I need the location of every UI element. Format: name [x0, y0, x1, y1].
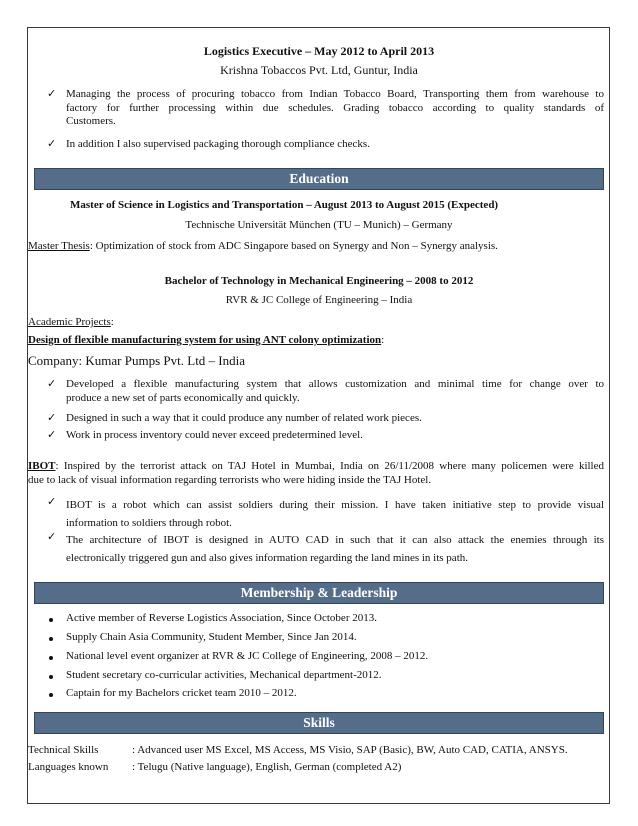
list-item: National level event organizer at RVR & JC College of Engineering, 2008 – 2012.	[66, 650, 429, 662]
list-item: IBOT is a robot which can assist soldiers during their mission. I have taken initiative step to provide visual information to soldiers through robot.	[66, 499, 604, 529]
list-item: Captain for my Bachelors cricket team 2010 – 2012.	[66, 687, 297, 699]
check-mark-icon: ✓	[47, 378, 57, 390]
check-mark-icon: ✓	[47, 429, 57, 441]
languages-value: : Telugu (Native language), English, German (completed A2)	[132, 761, 402, 773]
list-item: Supply Chain Asia Community, Student Member, Since Jan 2014.	[66, 631, 357, 643]
list-item: Managing the process of procuring tobacco from Indian Tobacco Board, Transporting them from warehouse to factory for further processing within due schedules. Grading tobacco according to quality standards of Customers.	[66, 88, 604, 127]
experience-title: Logistics Executive – May 2012 to April 2013	[203, 44, 435, 58]
masters-school: Technische Universität München (TU – Munich) – Germany	[185, 219, 453, 231]
check-mark-icon: ✓	[47, 412, 57, 424]
list-item: Student secretary co-curricular activities, Mechanical department-2012.	[66, 669, 382, 681]
bullet-dot-icon	[49, 693, 53, 697]
skills-heading: Skills	[34, 712, 604, 734]
technical-skills-value: : Advanced user MS Excel, MS Access, MS Visio, SAP (Basic), BW, Auto CAD, CATIA, ANSYS.	[132, 744, 568, 756]
bullet-dot-icon	[49, 675, 53, 679]
check-mark-icon: ✓	[47, 531, 57, 543]
ibot-description: IBOT: Inspired by the terrorist attack on TAJ Hotel in Mumbai, India on 26/11/2008 where many policemen were killed due to lack of visual information regarding terrorists who were hiding inside the TAJ Hotel.	[28, 460, 604, 486]
check-mark-icon: ✓	[47, 496, 57, 508]
check-mark-icon: ✓	[47, 88, 57, 100]
masters-title: Master of Science in Logistics and Transportation – August 2013 to August 2015 (Expected)	[70, 199, 499, 211]
bachelors-school: RVR & JC College of Engineering – India	[225, 294, 413, 306]
membership-heading: Membership & Leadership	[34, 582, 604, 604]
list-item: Developed a flexible manufacturing system that allows customization and minimal time for change over to produce a new set of parts economically and quickly.	[66, 378, 604, 404]
academic-projects-label: Academic Projects:	[28, 316, 114, 328]
bachelors-title: Bachelor of Technology in Mechanical Engineering – 2008 to 2012	[164, 275, 474, 287]
bullet-dot-icon	[49, 618, 53, 622]
list-item: Designed in such a way that it could produce any number of related work pieces.	[66, 412, 422, 424]
check-mark-icon: ✓	[47, 138, 57, 150]
list-item: Active member of Reverse Logistics Association, Since October 2013.	[66, 612, 377, 624]
master-thesis: Master Thesis: Optimization of stock from ADC Singapore based on Synergy and Non – Synergy analysis.	[28, 240, 498, 252]
education-heading: Education	[34, 168, 604, 190]
project-title: Design of flexible manufacturing system for using ANT colony optimization:	[28, 334, 385, 346]
experience-company: Krishna Tobaccos Pvt. Ltd, Guntur, India	[220, 63, 418, 77]
list-item: In addition I also supervised packaging thorough compliance checks.	[66, 138, 370, 150]
languages-label: Languages known	[28, 761, 109, 773]
list-item: The architecture of IBOT is designed in AUTO CAD in such that it can also attack the enemies through its electronically triggered gun and also gives information regarding the land mines in its path.	[66, 534, 604, 564]
list-item: Work in process inventory could never exceed predetermined level.	[66, 429, 363, 441]
bullet-dot-icon	[49, 656, 53, 660]
bullet-dot-icon	[49, 637, 53, 641]
technical-skills-label: Technical Skills	[28, 744, 99, 756]
project-company: Company: Kumar Pumps Pvt. Ltd – India	[28, 353, 246, 368]
